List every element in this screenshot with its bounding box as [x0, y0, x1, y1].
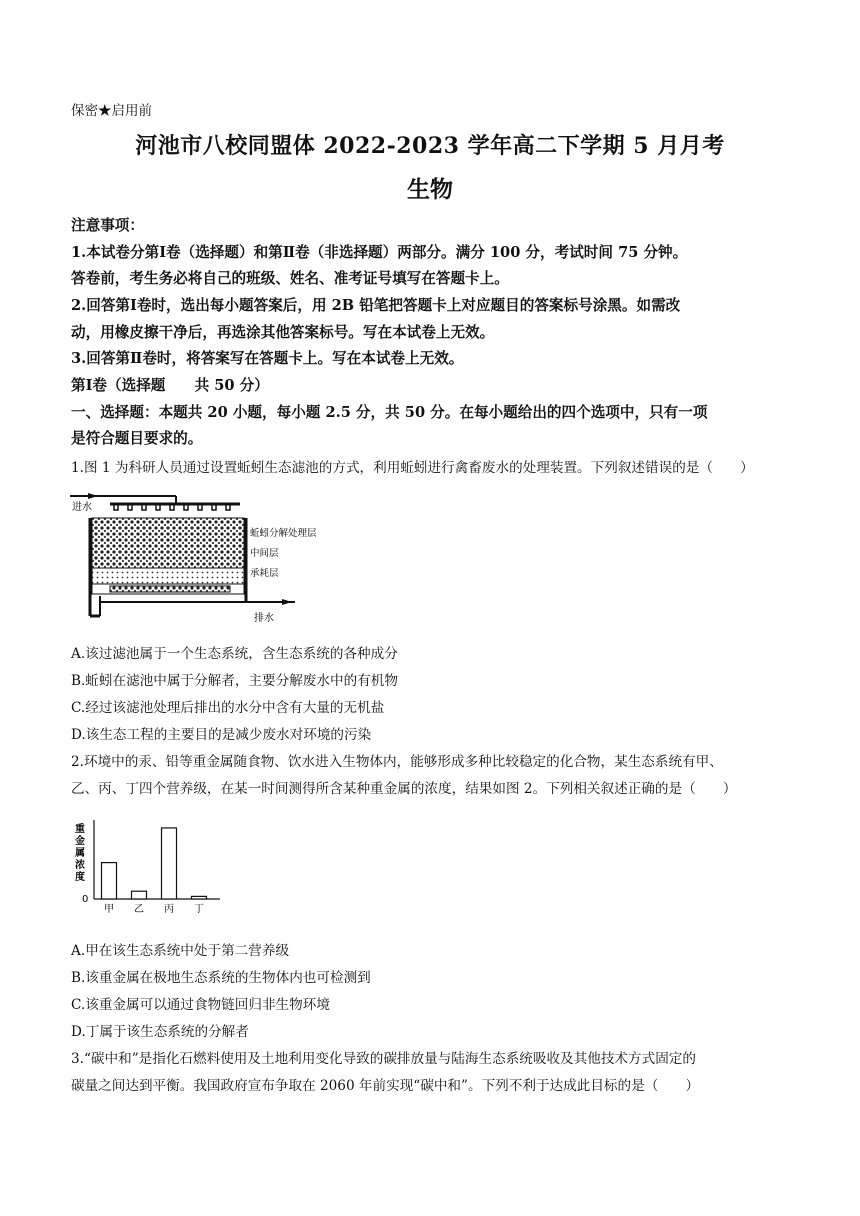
notice-line: 2.回答第Ⅰ卷时，选出每小题答案后，用 2B 铅笔把答题卡上对应题目的答案标号涂黑。如需改: [71, 297, 681, 314]
secret-mark: 保密★启用前: [71, 103, 152, 119]
notice-line: 1.本试卷分第Ⅰ卷（选择题）和第Ⅱ卷（非选择题）两部分。满分 100 分，考试时间 75 分钟。: [71, 244, 688, 261]
section-instruction: 一、选择题：本题共 20 小题，每小题 2.5 分，共 50 分。在每小题给出的四个选项中，只有一项: [71, 404, 708, 421]
question-2-stem: 乙、丙、丁四个营养级，在某一时间测得所含某种重金属的浓度，结果如图 2。下列相关叙述正确的是（ ）: [71, 781, 737, 797]
figure-1-filter-tank: [70, 490, 370, 630]
notice-heading: 注意事项：: [71, 217, 144, 234]
category-label: 丙: [164, 904, 174, 915]
y-zero-label: 0: [82, 894, 89, 905]
heavy-metal-chart: [70, 812, 230, 922]
bar-2: [162, 828, 177, 899]
y-axis-label: 重金属浓度: [75, 824, 85, 883]
q2-option-a: A.甲在该生态系统中处于第二营养级: [71, 943, 290, 959]
question-2-stem: 2.环境中的汞、铅等重金属随食物、饮水进入生物体内，能够形成多种比较稳定的化合物，某生态系统有甲、: [71, 754, 723, 770]
layer-label-decompose: 蚯蚓分解处理层: [250, 528, 317, 539]
layer-label-bearing: 承耗层: [250, 568, 279, 579]
q2-option-b: B.该重金属在极地生态系统的生物体内也可检测到: [71, 970, 371, 986]
q1-option-d: D.该生态工程的主要目的是减少废水对环境的污染: [71, 727, 372, 743]
subject-title: 生物: [407, 176, 453, 203]
q2-option-d: D.丁属于该生态系统的分解者: [71, 1024, 249, 1040]
outlet-label: 排水: [254, 613, 274, 624]
layer-label-middle: 中间层: [250, 548, 279, 559]
q1-option-b: B.蚯蚓在滤池中属于分解者，主要分解废水中的有机物: [71, 673, 398, 689]
bar-1: [132, 891, 147, 899]
question-1-stem: 1.图 1 为科研人员通过设置蚯蚓生态滤池的方式，利用蚯蚓进行禽畜废水的处理装置。下列叙述错误的是（ ）: [71, 460, 754, 476]
question-3-stem: 3.“碳中和”是指化石燃料使用及土地利用变化导致的碳排放量与陆海生态系统吸收及其他技术方式固定的: [71, 1051, 696, 1067]
notice-line: 答卷前，考生务必将自己的班级、姓名、准考证号填写在答题卡上。: [71, 270, 509, 287]
category-label: 丁: [194, 904, 204, 915]
notice-line: 3.回答第Ⅱ卷时，将答案写在答题卡上。写在本试卷上无效。: [71, 350, 464, 367]
bar-3: [192, 896, 207, 899]
q2-option-c: C.该重金属可以通过食物链回归非生物环境: [71, 997, 330, 1013]
q1-option-a: A.该过滤池属于一个生态系统，含生态系统的各种成分: [71, 646, 398, 662]
question-3-stem: 碳量之间达到平衡。我国政府宣布争取在 2060 年前实现“碳中和”。下列不利于达成此目标的是（ ）: [71, 1078, 700, 1094]
notice-line: 动，用橡皮擦干净后，再选涂其他答案标号。写在本试卷上无效。: [71, 324, 495, 341]
bar-0: [102, 863, 117, 899]
figure-2-bar-chart: [70, 812, 230, 922]
category-label: 乙: [134, 904, 144, 915]
inlet-label: 进水: [72, 502, 92, 513]
exam-title: 河池市八校同盟体 2022-2023 学年高二下学期 5 月月考: [135, 133, 725, 159]
part-heading: 第Ⅰ卷（选择题 共 50 分）: [71, 377, 269, 394]
filter-tank-diagram: [70, 490, 370, 630]
section-instruction: 是符合题目要求的。: [71, 430, 203, 447]
q1-option-c: C.经过该滤池处理后排出的水分中含有大量的无机盐: [71, 700, 385, 716]
category-label: 甲: [104, 904, 114, 915]
